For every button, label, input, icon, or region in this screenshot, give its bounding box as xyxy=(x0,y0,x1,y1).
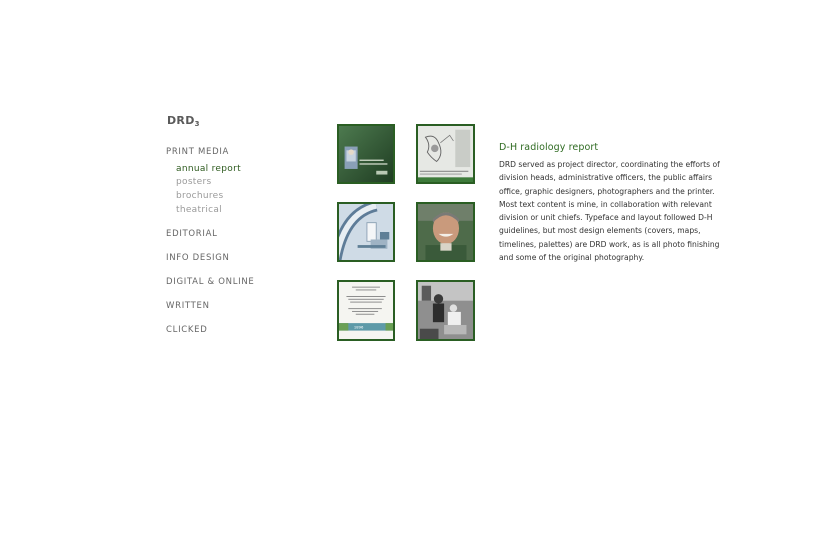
nav-print-media[interactable]: PRINT MEDIA xyxy=(166,147,230,157)
xray-sketch-thumbnail[interactable] xyxy=(416,124,475,184)
smiling-man-portrait-thumbnail[interactable] xyxy=(416,202,475,262)
logo-subscript: 3 xyxy=(194,120,200,128)
nav-sub-posters[interactable]: posters xyxy=(176,177,212,187)
project-description: DRD served as project director, coordinating the efforts of division heads, administrative officers, the public affairs office, graphic designers, photographers and the printer. Most text content is mine, in collaboration with relevant division or unit chiefs. Typeface and layout followed D-H guidelines, but most design elements (covers, maps, timelines, palettes) are DRD work, as is all photo finishing and some of the original photography. xyxy=(499,160,720,263)
nav-sub-brochures[interactable]: brochures xyxy=(176,191,224,201)
nav-sub-theatrical[interactable]: theatrical xyxy=(176,205,222,215)
project-title: D-H radiology report xyxy=(499,142,599,153)
timeline-label: 1896 xyxy=(353,325,364,330)
nav-sub-annual-report[interactable]: annual report xyxy=(176,164,241,174)
logo-text: DRD xyxy=(167,114,195,127)
annual-report-cover-thumbnail[interactable] xyxy=(337,124,395,184)
nav-editorial[interactable]: EDITORIAL xyxy=(166,229,218,239)
nav-info-design[interactable]: INFO DESIGN xyxy=(166,253,230,263)
timeline-text-page-thumbnail[interactable] xyxy=(337,280,395,341)
nav-clicked[interactable]: CLICKED xyxy=(166,325,208,335)
site-logo[interactable] xyxy=(167,114,200,128)
nav-digital-online[interactable]: DIGITAL & ONLINE xyxy=(166,277,255,287)
nav-written[interactable]: WRITTEN xyxy=(166,301,210,311)
scanner-equipment-thumbnail[interactable] xyxy=(337,202,395,262)
historic-radiology-photo-thumbnail[interactable] xyxy=(416,280,475,341)
